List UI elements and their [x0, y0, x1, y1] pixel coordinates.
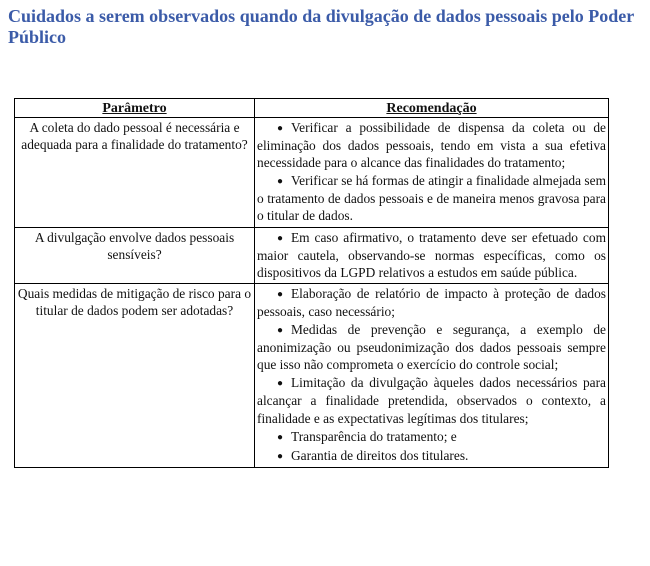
recommendation-text: Verificar a possibilidade de dispensa da coleta ou de eliminação dos dados pessoais, tendo em vista a sua efetiva necessidade para o alcance das finalidades do tratamento;: [257, 120, 606, 171]
recommendation-item: [257, 285, 606, 320]
recommendations-table: [14, 98, 609, 468]
bullet-icon: ●: [277, 450, 284, 462]
recommendation-cell: [255, 283, 609, 467]
parameter-cell: Quais medidas de mitigação de risco para o titular de dados podem ser adotadas?: [15, 283, 255, 467]
recommendation-text: Elaboração de relatório de impacto à proteção de dados pessoais, caso necessário;: [257, 285, 606, 319]
recommendation-text: Medidas de prevenção e segurança, a exemplo de anonimização ou pseudonimização dos dados pessoais sempre que isso não comprometa o exercício do controle social;: [257, 322, 606, 373]
recommendation-item: [257, 374, 606, 426]
recommendation-cell: [255, 227, 609, 283]
bullet-icon: ●: [277, 288, 284, 300]
parameter-cell: A divulgação envolve dados pessoais sensíveis?: [15, 227, 255, 283]
recommendation-text: Limitação da divulgação àqueles dados necessários para alcançar a finalidade pretendida, observados o contexto, a finalidade e as expectativas legítimas dos titulares;: [257, 375, 606, 426]
header-parametro: Parâmetro: [15, 99, 255, 118]
table-header-row: [15, 99, 609, 118]
recommendation-item: [257, 119, 606, 171]
recommendation-item: [257, 321, 606, 373]
recommendation-item: [257, 172, 606, 224]
bullet-icon: ●: [277, 176, 284, 188]
recommendation-text: Em caso afirmativo, o tratamento deve ser efetuado com maior cautela, observando-se normas específicas, como os dispositivos da LGPD relativos a estudos em saúde pública.: [257, 229, 606, 280]
recommendation-text: Garantia de direitos dos titulares.: [291, 447, 469, 463]
recommendation-item: [257, 229, 606, 281]
recommendation-text: Verificar se há formas de atingir a finalidade almejada sem o tratamento de dados pessoais e de maneira menos gravosa para o titular de dados.: [257, 173, 606, 224]
parameter-cell: A coleta do dado pessoal é necessária e adequada para a finalidade do tratamento?: [15, 118, 255, 228]
header-recomendacao: Recomendação: [255, 99, 609, 118]
table-row: [15, 118, 609, 228]
bullet-icon: ●: [277, 232, 284, 244]
bullet-icon: ●: [277, 431, 284, 443]
bullet-icon: ●: [277, 325, 284, 337]
recommendations-table-container: [14, 98, 608, 468]
recommendation-item: [257, 428, 606, 446]
recommendation-item: [257, 447, 606, 465]
recommendation-cell: [255, 118, 609, 228]
table-row: [15, 283, 609, 467]
bullet-icon: ●: [277, 378, 284, 390]
bullet-icon: ●: [277, 123, 284, 134]
recommendation-text: Transparência do tratamento; e: [291, 428, 457, 444]
document-title: Cuidados a serem observados quando da divulgação de dados pessoais pelo Poder Público: [8, 6, 634, 47]
table-row: [15, 227, 609, 283]
